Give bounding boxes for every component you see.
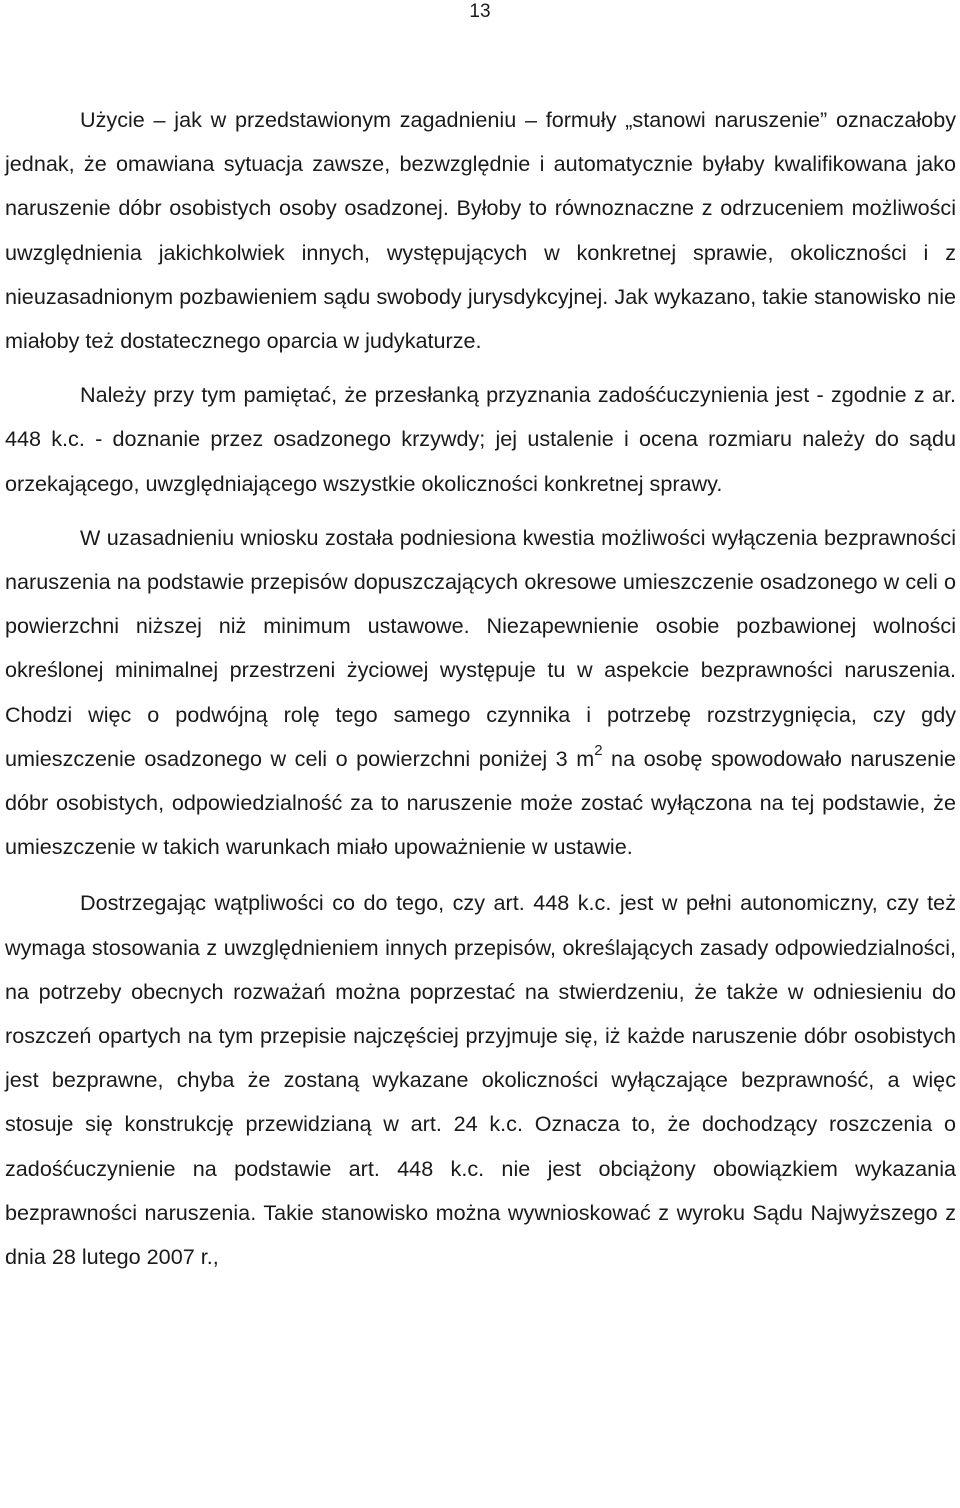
paragraph-2: Należy przy tym pamiętać, że przesłanką przyznania zadośćuczynienia jest - zgodnie z ar. 448 k.c. - doznanie przez osadzonego krzywdy; jej ustalenie i ocena rozmiaru należy do sądu orzekającego, uwzględniającego wszystkie okoliczności konkretnej sprawy. [5,382,956,496]
document-body [5,98,956,1279]
page-number: 13 [469,1,491,22]
superscript-exponent: 2 [594,741,603,759]
paragraph-3-text: W uzasadnieniu wniosku została podniesiona kwestia możliwości wyłączenia bezprawności naruszenia na podstawie przepisów dopuszczających okresowe umieszczenie osadzonego w celi o powierzchni niższej niż minimum ustawowe. Niezapewnienie osobie pozbawionej wolności określonej minimalnej przestrzeni życiowej występuje tu w aspekcie bezprawności naruszenia. Chodzi więc o podwójną rolę tego samego czynnika i potrzebę rozstrzygnięcia, czy gdy umieszczenie osadzonego w celi o powierzchni poniżej 3 m [5,524,956,771]
paragraph-1: Użycie – jak w przedstawionym zagadnieniu – formuły „stanowi naruszenie” oznaczałoby jednak, że omawiana sytuacja zawsze, bezwzględnie i automatycznie byłaby kwalifikowana jako naruszenie dóbr osobistych osoby osadzonej. Byłoby to równoznaczne z odrzuceniem możliwości uwzględnienia jakichkolwiek innych, występujących w konkretnej sprawie, okoliczności i z nieuzasadnionym pozbawieniem sądu swobody jurysdykcyjnej. Jak wykazano, takie stanowisko nie miałoby też dostatecznego oparcia w judykaturze. [5,107,956,354]
paragraph-4: Dostrzegając wątpliwości co do tego, czy art. 448 k.c. jest w pełni autonomiczny, czy też wymaga stosowania z uwzględnieniem innych przepisów, określających zasady odpowiedzialności, na potrzeby obecnych rozważań można poprzestać na stwierdzeniu, że także w odniesieniu do roszczeń opartych na tym przepisie najczęściej przyjmuje się, iż każde naruszenie dóbr osobistych jest bezprawne, chyba że zostaną wykazane okoliczności wyłączające bezprawność, a więc stosuje się konstrukcję przewidzianą w art. 24 k.c. Oznacza to, że dochodzący roszczenia o zadośćuczynienie na podstawie art. 448 k.c. nie jest obciążony obowiązkiem wykazania bezprawności naruszenia. Takie stanowisko można wywnioskować z wyroku Sądu Najwyższego z dnia 28 lutego 2007 r., [5,890,956,1270]
paragraph-3-text-continued: na osobę spowodowało naruszenie dóbr osobistych, odpowiedzialność za to naruszenie może zostać wyłączona na tej podstawie, że umieszczenie w takich warunkach miało upoważnienie w ustawie. [5,745,956,860]
paragraph-3 [5,516,956,870]
